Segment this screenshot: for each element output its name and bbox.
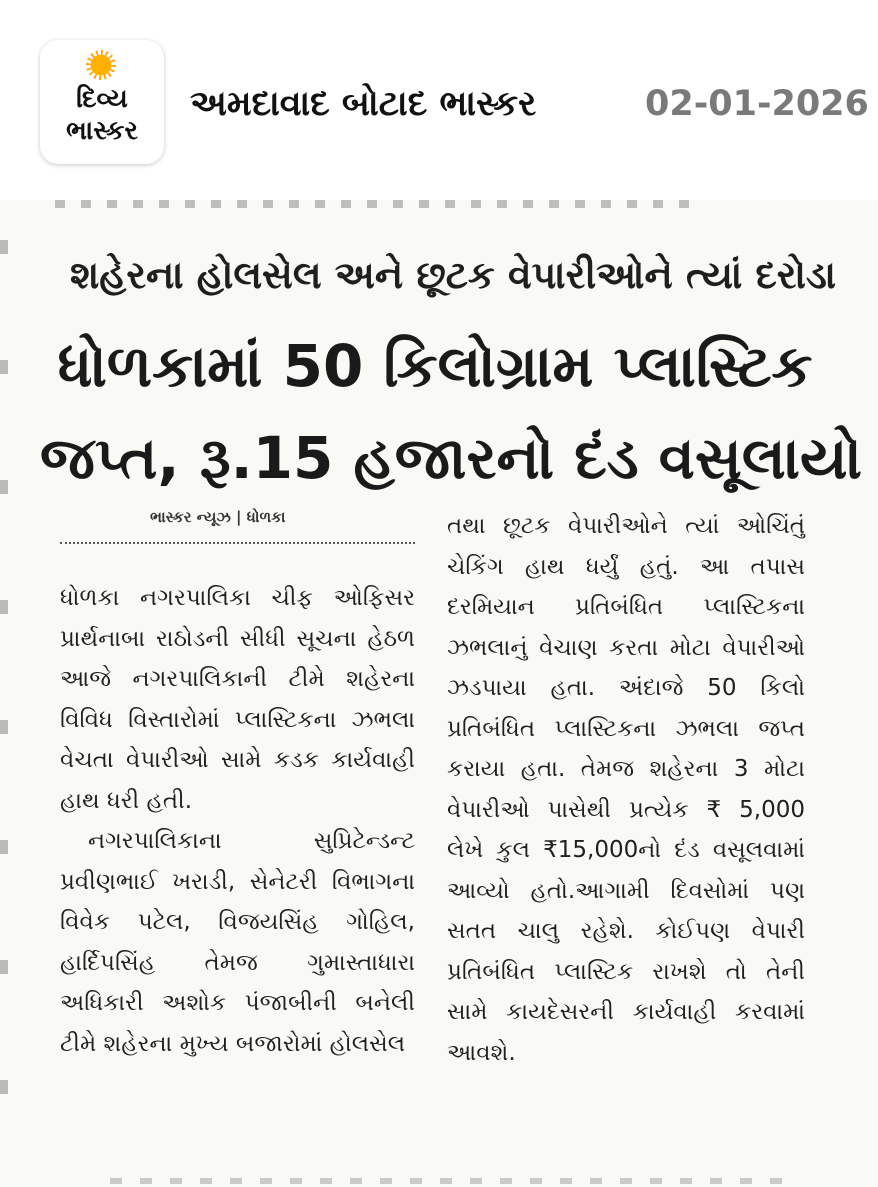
clipping-top-edge [55,200,705,208]
newspaper-clipping [0,200,878,1187]
logo-text-line2: ભાસ્કર [66,116,138,146]
sun-icon [86,50,116,80]
article-kicker: શહેરના હોલસેલ અને છૂટક વેપારીઓને ત્યાં દરોડા [70,253,837,297]
logo-text-line1: દિવ્ય [76,84,128,114]
app-header [0,0,878,200]
byline-divider [60,542,415,544]
clipping-bottom-edge [110,1178,790,1184]
headline-line-2: જપ્ત, રૂ.15 હજારનો દંડ વસૂલાયો [40,424,862,492]
paragraph-2: નગરપાલિકાના સુપ્રિટેન્ડન્ટ પ્રવીણભાઈ ખરાડી, સેનેટરી વિભાગના વિવેક પટેલ, વિજયસિંહ ગોહિલ, હાર્દિપસિંહ તેમજ ગુમાસ્તાધારા અધિકારી અશોક પંજાબીની બનેલી ટીમે શહેરના મુખ્ય બજારોમાં હોલસેલ [60,828,415,1057]
article-column-right [447,506,805,1073]
paragraph-3: તથા છૂટક વેપારીઓને ત્યાં ઓચિંતું ચેકિંગ હાથ ધર્યું હતું. આ તપાસ દરમિયાન પ્રતિબંધિત પ્લાસ્ટિકના ઝભલાનું વેચાણ કરતા મોટા વેપારીઓ ઝડપાયા હતા. અંદાજે 50 કિલો પ્રતિબંધિત પ્લાસ્ટિકના ઝભલા જપ્ત કરાયા હતા. તેમજ શહેરના 3 મોટા વેપારીઓ પાસેથી પ્રત્યેક ₹ 5,000 લેખે કુલ ₹15,000નો દંડ વસૂલવામાં આવ્યો હતો.આગામી દિવસોમાં પણ સતત ચાલુ રહેશે. કોઈપણ વેપારી પ્રતિબંધિત પ્લાસ્ટિક રાખશે તો તેની સામે કાયદેસરની કાર્યવાહી કરવામાં આવશે. [447,513,805,1066]
headline-line-1: ધોળકામાં 50 કિલોગ્રામ પ્લાસ્ટિક [57,332,813,400]
article-column-left [60,578,415,1064]
article-byline: ભાસ્કર ન્યૂઝ | ધોળકા [150,508,286,526]
paragraph-1: ધોળકા નગરપાલિકા ચીફ ઓફિસર પ્રાર્થનાબા રાઠોડની સીધી સૂચના હેઠળ આજે નગરપાલિકાની ટીમે શહેરના વિવિધ વિસ્તારોમાં પ્લાસ્ટિકના ઝભલા વેચતા વેપારીઓ સામે કડક કાર્યવાહી હાથ ધરી હતી. [60,585,415,814]
edition-title: અમદાવાદ બોટાદ ભાસ્કર [190,84,537,124]
clipping-left-edge [0,240,8,1160]
edition-date: 02-01-2026 [645,84,869,124]
article-headline [40,320,862,504]
divya-bhaskar-logo[interactable] [40,40,164,164]
